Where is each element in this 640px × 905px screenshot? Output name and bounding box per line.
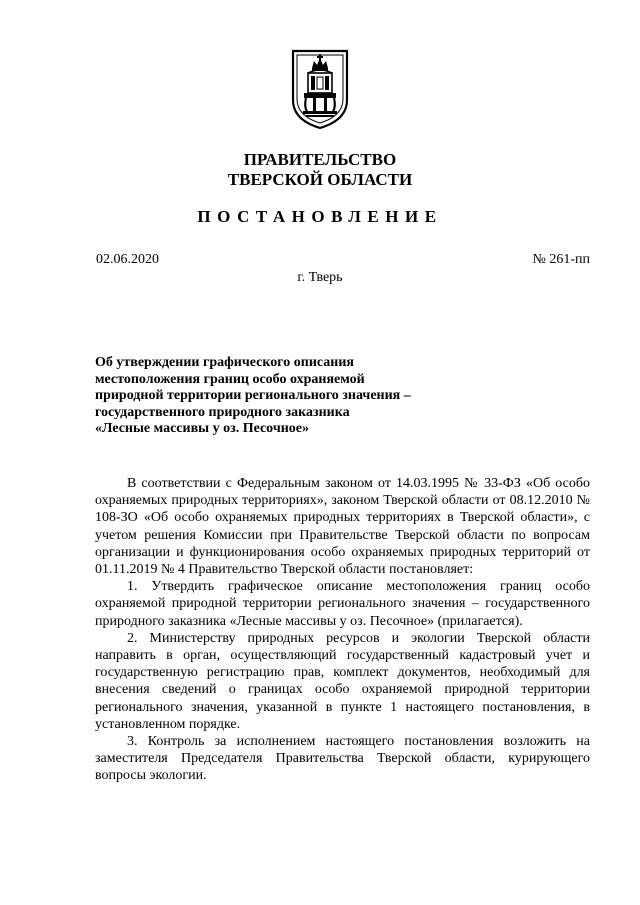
body-paragraph-item-3: 3. Контроль за исполнением настоящего постановления возложить на заместителя Председателя Правительства Тверской области, курирующего вопросы экологии.: [95, 734, 590, 784]
body-paragraph-preamble: В соответствии с Федеральным законом от 14.03.1995 № 33-ФЗ «Об особо охраняемых природных территориях», законом Тверской области от 08.12.2010 № 108-ЗО «Об особо охраняемых природных территориях в Тверской области», с учетом решения Комиссии при Правительстве Тверской области по вопросам организации и функционирования особо охраняемых природных территорий от 01.11.2019 № 4 Правительство Тверской области постановляет:: [95, 476, 590, 578]
document-type: ПОСТАНОВЛЕНИЕ: [197, 207, 443, 226]
tver-coat-of-arms-icon: [290, 48, 350, 130]
title-line: государственного природного заказника: [95, 404, 350, 420]
title-line: местоположения границ особо охраняемой: [95, 371, 365, 387]
document-city: г. Тверь: [297, 270, 343, 285]
body-paragraph-item-2: 2. Министерству природных ресурсов и экологии Тверской области направить в орган, осуществляющий государственный кадастровый учет и государственную регистрацию прав, комплект документов, необходимый для внесения сведений о границах особо охраняемой природной территории регионального значения, указанной в пункте 1 настоящего постановления, в установленном порядке.: [95, 630, 590, 732]
title-line: «Лесные массивы у оз. Песочное»: [95, 421, 309, 436]
document-title: [95, 355, 435, 438]
document-body: [95, 475, 590, 785]
government-name-line1: ПРАВИТЕЛЬСТВО: [243, 150, 397, 169]
title-line: Об утверждении графического описания: [95, 355, 354, 370]
document-date: 02.06.2020: [96, 252, 159, 267]
title-line: природной территории регионального значения –: [95, 388, 411, 403]
body-paragraph-item-1: 1. Утвердить графическое описание местоположения границ особо охраняемой природной территории регионального значения – государственного природного заказника «Лесные массивы у оз. Песочное» (прилагается).: [95, 579, 590, 629]
government-name-line2: ТВЕРСКОЙ ОБЛАСТИ: [227, 170, 413, 189]
document-number: № 261-пп: [532, 252, 590, 267]
